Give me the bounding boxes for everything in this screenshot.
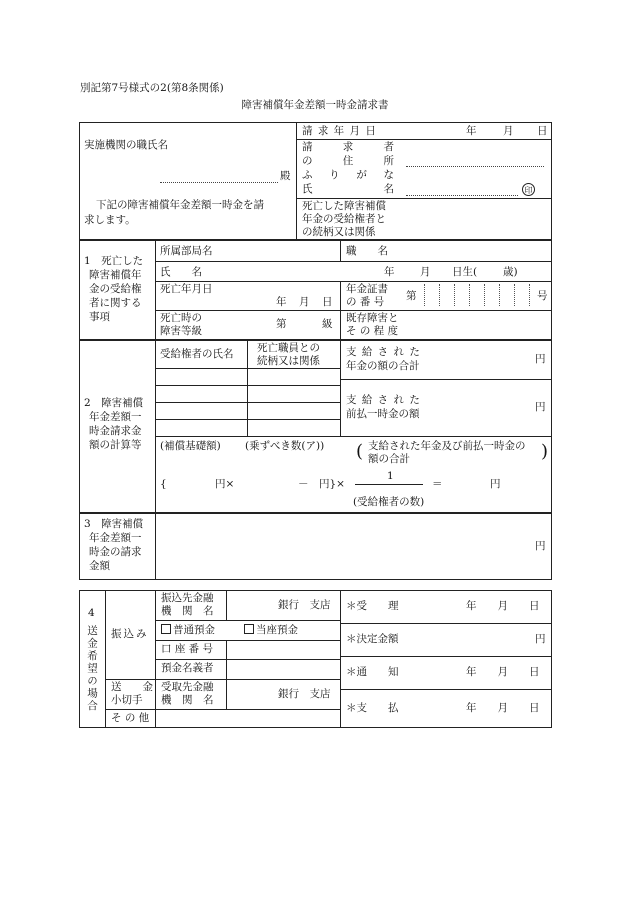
paid-lump-yen: 円 [535, 401, 546, 413]
recv-bank-label-1: 受取先金融 [161, 681, 214, 693]
formula-yen1: 円× [215, 478, 235, 490]
cert-digit-sep [469, 284, 470, 306]
office-receipt-value: 年 月 日 [466, 600, 540, 612]
birth-year: 年 [384, 266, 395, 278]
paid-pension-label-1: 支 給 さ れ た [346, 346, 421, 358]
section3-label-4: 金額 [89, 560, 110, 572]
paid-pension-yen: 円 [535, 353, 546, 365]
section3-label-3: 時金の請求 [89, 546, 142, 558]
address-line[interactable] [406, 166, 544, 167]
dono-label: 殿 [280, 170, 291, 182]
age-label: 歳) [503, 266, 518, 278]
account-no-label: 口 座 番 号 [161, 643, 214, 655]
section3-label-1: 3 障害補償 [84, 518, 144, 530]
recv-bank-label-2: 機 関 名 [161, 694, 214, 706]
section4-num: 4 [88, 607, 95, 619]
claimant-address-label-2: の 住 所 [302, 155, 394, 167]
cert-digit-sep [424, 284, 425, 306]
grade-dai: 第 [276, 318, 287, 330]
base-amount-label: (補償基礎額) [160, 440, 221, 452]
birth-month: 月 [420, 266, 431, 278]
name-line[interactable] [406, 195, 518, 196]
existing-label-2: そ の 程 度 [346, 325, 399, 337]
cert-dai: 第 [406, 290, 417, 302]
bank-label-1: 振込先金融 [161, 592, 214, 604]
institution-line [160, 182, 278, 183]
multiplier-label: (乗ずべき数(ア)) [245, 440, 325, 452]
request-text-1: 下記の障害補償年金差額一時金を請 [96, 199, 264, 211]
recipient-name-header: 受給権者の氏名 [160, 348, 234, 360]
existing-label-1: 既存障害と [346, 312, 399, 324]
cert-go: 号 [537, 290, 548, 302]
name-label: 氏 名 [302, 183, 394, 195]
section4-vertical-label: 送金希望の場合 [86, 625, 98, 713]
death-day: 日 [322, 296, 333, 308]
furigana-label: ふ り が な [302, 169, 394, 181]
formula-yen2: 円 [490, 478, 501, 490]
relation-label-2: 年金の受給権者と [302, 213, 386, 225]
other-label: そ の 他 [111, 712, 150, 724]
check-label-1: 送 金 [111, 681, 153, 693]
fraction-bar [355, 484, 423, 485]
cert-digit-sep [484, 284, 485, 306]
formula-open: { [160, 478, 167, 490]
transfer-label: 振込み [111, 628, 149, 640]
paid-pension-label-2: 年金の額の合計 [346, 360, 420, 372]
cert-digit-sep [514, 284, 515, 306]
cert-digit-sep [499, 284, 500, 306]
office-notice-value: 年 月 日 [466, 666, 540, 678]
ordinary-deposit[interactable]: 普通預金 [161, 624, 215, 637]
post-label: 職 名 [346, 245, 388, 257]
institution-label: 実施機関の職氏名 [84, 139, 168, 151]
section2-label-4: 額の計算等 [89, 439, 142, 451]
cert-digit-sep [439, 284, 440, 306]
recv-branch-label[interactable]: 銀行 支店 [278, 688, 331, 700]
birth-day: 日生( [452, 266, 478, 278]
seal-icon: 印 [522, 183, 535, 196]
death-year: 年 [276, 296, 287, 308]
cert-label-2: の 番 号 [346, 296, 385, 308]
check-label-2: 小切手 [111, 694, 143, 706]
office-amount-value: 円 [535, 633, 546, 645]
total-label-2: 額の合計 [368, 453, 410, 465]
section2-label-1: 2 障害補償 [84, 397, 144, 409]
ordinary-checkbox[interactable] [161, 624, 171, 634]
current-checkbox[interactable] [244, 624, 254, 634]
cert-digit-sep [529, 284, 530, 306]
cert-digit-sep [454, 284, 455, 306]
section2-label-2: 年金差額一 [89, 411, 142, 423]
cert-label-1: 年金証書 [346, 283, 388, 295]
grade-label-1: 死亡時の [160, 312, 202, 324]
formula-eq: ＝ [432, 478, 443, 490]
paid-lump-label-2: 前払一時金の額 [346, 408, 420, 420]
death-date-label: 死亡年月日 [160, 283, 213, 295]
claimant-address-label-1: 請 求 者 [302, 141, 394, 153]
office-notice-label: ＊通 知 [346, 666, 399, 678]
section1-label-3: 金の受給権 [89, 283, 142, 295]
grade-label-2: 障害等級 [160, 325, 202, 337]
grade-kyu: 級 [322, 318, 333, 330]
section3-yen[interactable]: 円 [535, 540, 546, 552]
section1-label-4: 者に関する [89, 297, 142, 309]
relation-label-3: の続柄又は関係 [302, 226, 376, 238]
section1-label-2: 障害補償年 [89, 269, 142, 281]
death-month: 月 [299, 296, 310, 308]
relation-header-2: 続柄又は関係 [257, 355, 320, 367]
request-month: 月 [503, 125, 514, 137]
section1-label-5: 事項 [89, 311, 110, 323]
relation-header-1: 死亡職員との [257, 342, 320, 354]
office-receipt-label: ＊受 理 [346, 600, 399, 612]
request-year: 年 [466, 125, 477, 137]
form-title: 障害補償年金差額一時金請求書 [241, 99, 389, 111]
request-text-2: 求します。 [84, 214, 136, 226]
formula-minus: － 円}× [298, 478, 345, 490]
total-label-1: 支給された年金及び前払一時金の [368, 440, 526, 452]
bracket-close: ) [541, 441, 549, 462]
office-payment-label: ＊支 払 [346, 702, 399, 714]
section1-label-1: 1 死亡した [84, 255, 144, 267]
relation-label-1: 死亡した障害補償 [302, 200, 386, 212]
section2-label-3: 時金請求金 [89, 425, 142, 437]
bank-branch-label[interactable]: 銀行 支店 [278, 599, 331, 611]
formula-one: 1 [387, 470, 394, 482]
dept-label: 所属部局名 [160, 245, 213, 257]
form-reference: 別記第7号様式の2(第8条関係) [80, 82, 224, 94]
deceased-name-label: 氏 名 [160, 266, 202, 278]
bracket-open: ( [356, 441, 364, 462]
request-day: 日 [537, 125, 548, 137]
request-date-label: 請 求 年 月 日 [302, 125, 377, 137]
current-deposit[interactable]: 当座預金 [244, 624, 298, 637]
bank-label-2: 機 関 名 [161, 605, 214, 617]
section3-label-2: 年金差額一 [89, 532, 142, 544]
holder-label: 預金名義者 [161, 662, 214, 674]
office-amount-label: ＊決定金額 [346, 633, 399, 645]
paid-lump-label-1: 支 給 さ れ た [346, 394, 421, 406]
recipients-count-label: (受給権者の数) [353, 496, 425, 508]
office-payment-value: 年 月 日 [466, 702, 540, 714]
